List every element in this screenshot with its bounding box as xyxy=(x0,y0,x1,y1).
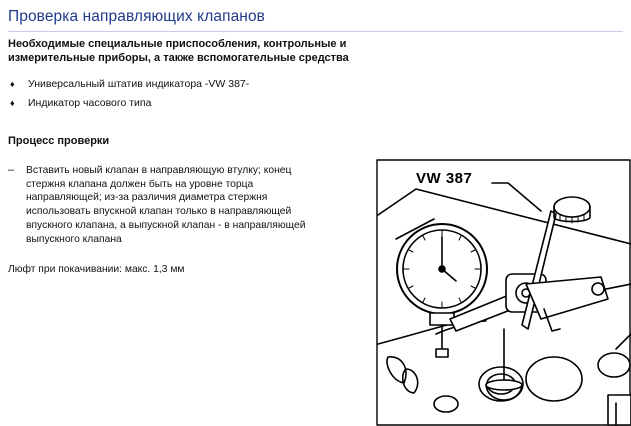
step-line: Вставить новый клапан в направляющую втулку; конец xyxy=(26,165,292,176)
section-title: Процесс проверки xyxy=(8,135,110,147)
title-divider xyxy=(8,31,623,32)
bullet-icon: ♦ xyxy=(10,79,15,89)
dial-indicator-drawing xyxy=(376,159,631,426)
tools-heading-line-2: измерительные приборы, а также вспомогательные средства xyxy=(8,52,349,64)
step-line: впускного клапана, а выпускной клапан - в направляющей xyxy=(26,219,306,231)
step-text xyxy=(26,164,371,246)
list-item-text: Универсальный штатив индикатора -VW 387- xyxy=(28,78,250,90)
step-line: выпускного клапана xyxy=(26,233,122,245)
tools-heading xyxy=(8,37,349,65)
step-line: стержня клапана должен быть на уровне торца xyxy=(26,178,254,190)
play-spec-text: Люфт при покачивании: макс. 1,3 мм xyxy=(8,264,185,275)
page-title: Проверка направляющих клапанов xyxy=(8,8,266,25)
bullet-icon: ♦ xyxy=(10,98,15,108)
figure-label: VW 387 xyxy=(416,170,473,187)
valve-guide-illustration xyxy=(376,159,631,426)
step-marker: – xyxy=(8,164,15,176)
step-line: использовать впускной клапан только в направляющей xyxy=(26,206,292,218)
step-line: направляющей; из-за различия диаметра стержня xyxy=(26,192,268,204)
list-item xyxy=(8,94,249,113)
tools-heading-line-1: Необходимые специальные приспособления, контрольные и xyxy=(8,38,347,50)
list-item xyxy=(8,75,249,94)
list-item-text: Индикатор часового типа xyxy=(28,97,152,109)
tools-list xyxy=(8,75,249,113)
